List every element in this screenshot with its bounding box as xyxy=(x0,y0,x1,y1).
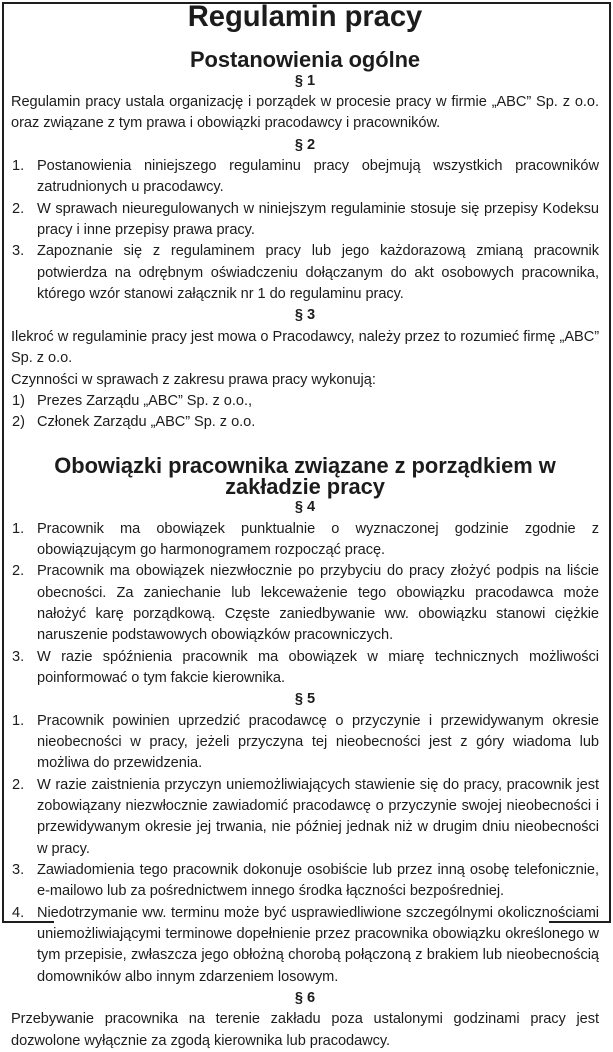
paragraph-3 xyxy=(11,305,599,433)
list-item-number: 1. xyxy=(12,520,25,537)
list-item-number: 1) xyxy=(12,392,25,409)
paragraph-mark: § 1 xyxy=(294,72,316,89)
section-employee-duties xyxy=(11,452,599,1052)
paragraph-6 xyxy=(11,988,599,1052)
paragraph-text: Ilekroć w regulaminie pracy jest mowa o Pracodawcy, należy przez to rozumieć firmę „ABC” Sp. z o.o. xyxy=(11,328,599,367)
list-item xyxy=(11,391,599,412)
list-item xyxy=(11,647,599,690)
paragraph-mark: § 6 xyxy=(294,990,316,1007)
spacer xyxy=(11,434,599,455)
list-item-number: 2. xyxy=(12,200,25,217)
list-item-text: Prezes Zarządu „ABC” Sp. z o.o., xyxy=(37,392,252,409)
list-item xyxy=(11,775,599,860)
list-item-text: Zapoznanie się z regulaminem pracy lub jego każdorazową zmianą pracownik potwierdza na odrębnym oświadczeniu dołączanym do akt osobowych pracownika, którego wzór stanowi załącznik nr 1 do regulaminu pracy. xyxy=(37,243,599,303)
paragraph-5 xyxy=(11,689,599,988)
document-title: Regulamin pracy xyxy=(187,1,423,33)
paragraph-2 xyxy=(11,135,599,306)
list-item-number: 3. xyxy=(12,648,25,665)
document-content xyxy=(11,1,599,1052)
list-item xyxy=(11,241,599,305)
numbered-list xyxy=(11,156,599,305)
paragraph-4 xyxy=(11,497,599,689)
list-item-number: 3. xyxy=(12,862,25,879)
list-item-number: 1. xyxy=(12,158,25,175)
list-item-number: 2) xyxy=(12,414,25,431)
list-item-text: Pracownik powinien uprzedzić pracodawcę o przyczynie i przewidywanym okresie nieobecności w pracy, jeżeli przyczyna tej nieobecności jest z góry wiadoma lub możliwa do przewidzenia. xyxy=(37,712,599,772)
list-item-number: 2. xyxy=(12,776,25,793)
list-item xyxy=(11,156,599,199)
paragraph-text-secondary: Czynności w sprawach z zakresu prawa pracy wykonują: xyxy=(11,371,376,388)
list-item-text: W razie spóźnienia pracownik ma obowiązek w miarę technicznych możliwości poinformować o tym fakcie kierownika. xyxy=(37,648,599,686)
list-item-text: Zawiadomienia tego pracownik dokonuje osobiście lub przez inną osobę telefonicznie, e-mailowo lub za pośrednictwem innego środka łączności bezpośredniej. xyxy=(37,862,599,900)
section-heading: Postanowienia ogólne xyxy=(189,47,421,73)
list-item-text: Postanowienia niniejszego regulaminu pracy obejmują wszystkich pracowników zatrudnionych u pracodawcy. xyxy=(37,158,599,196)
paragraph-text: Przebywanie pracownika na terenie zakładu poza ustalonymi godzinami pracy jest dozwolone wyłącznie za zgodą kierownika lub pracodawcy. xyxy=(11,1011,599,1049)
list-item-text: Pracownik ma obowiązek punktualnie o wyznaczonej godzinie zgodnie z obowiązującym go harmonogramem rozpocząć pracę. xyxy=(37,520,599,558)
paragraph-mark: § 3 xyxy=(294,307,316,324)
paragraph-mark: § 2 xyxy=(294,136,316,153)
numbered-list xyxy=(11,391,599,434)
list-item-text: W razie zaistnienia przyczyn uniemożliwiających stawienie się do pracy, pracownik jest zobowiązany niezwłocznie zawiadomić pracodawcę o przyczynie swojej nieobecności i przewidywanym okresie jej trwania, nie później jednak niż w drugim dniu nieobecności w pracy. xyxy=(37,776,599,857)
list-item-text: W sprawach nieuregulowanych w niniejszym regulaminie stosuje się przepisy Kodeksu pracy i inne przepisy prawa pracy. xyxy=(37,200,599,239)
list-item-number: 2. xyxy=(12,563,25,580)
list-item xyxy=(11,412,599,433)
paragraph-mark: § 4 xyxy=(294,499,316,516)
list-item-text: Niedotrzymanie ww. terminu może być usprawiedliwione szczególnymi okolicznościami uniemożliwiającymi terminowe dopełnienie przez pracownika obowiązku określonego w tym przepisie, zwłaszcza jego obłożną chorobą połączoną z brakiem lub nieobecnością domowników albo innym zdarzeniem losowym. xyxy=(37,904,599,985)
list-item xyxy=(11,199,599,242)
list-item xyxy=(11,711,599,775)
list-item-text: Członek Zarządu „ABC” Sp. z o.o. xyxy=(37,414,256,431)
numbered-list xyxy=(11,711,599,988)
list-item xyxy=(11,860,599,903)
list-item xyxy=(11,519,599,562)
paragraph-mark: § 5 xyxy=(294,691,316,708)
numbered-list xyxy=(11,519,599,690)
list-item-text: Pracownik ma obowiązek niezwłocznie po przybyciu do pracy złożyć podpis na liście obecności. Za zaniechanie lub lekceważenie tego obowiązku pracodawca może nałożyć karę porządkową. Częste zaniedbywanie ww. obowiązku stanowi ciężkie naruszenie podstawowych obowiązków pracowniczych. xyxy=(37,563,599,644)
list-item-number: 3. xyxy=(12,243,25,260)
list-item xyxy=(11,561,599,646)
list-item xyxy=(11,903,599,988)
list-item-number: 1. xyxy=(12,712,25,729)
paragraph-1 xyxy=(11,71,599,135)
section-heading: Obowiązki pracownika związane z porządkiem w zakładzie pracy xyxy=(54,452,556,499)
paragraph-text: Regulamin pracy ustala organizację i porządek w procesie pracy w firmie „ABC” Sp. z o.o. oraz związane z tym prawa i obowiązki pracodawcy i pracowników. xyxy=(11,94,599,132)
list-item-number: 4. xyxy=(12,904,25,921)
section-general-provisions xyxy=(11,49,599,433)
